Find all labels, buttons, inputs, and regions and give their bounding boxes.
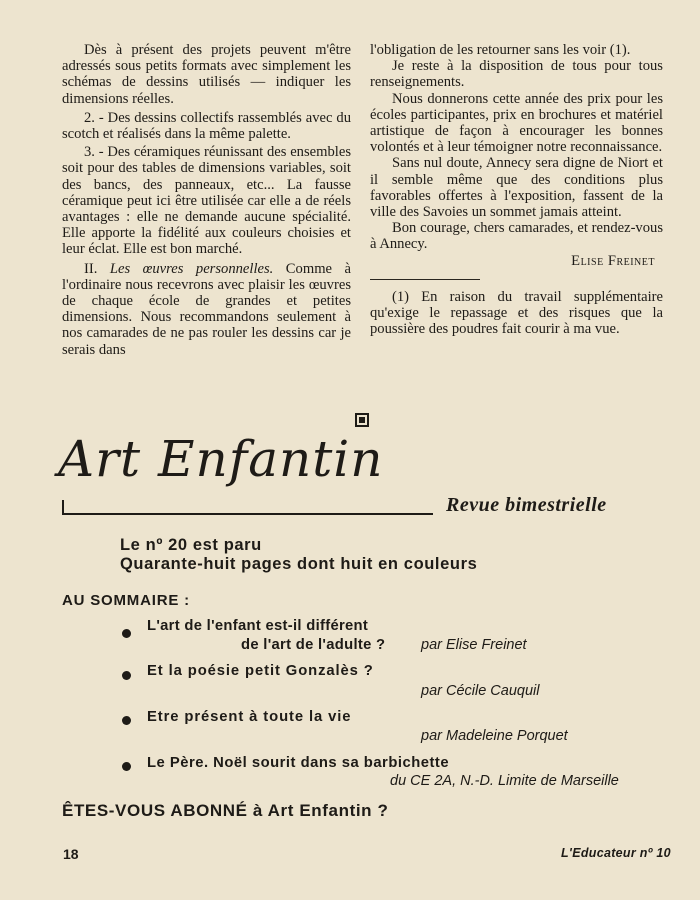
- issue-announcement: Le nº 20 est paru: [120, 536, 262, 554]
- footnote: (1) En raison du travail supplémentaire qu'exige le repassage et des risques que la poussière des poudres fait courir à ma vue.: [370, 288, 663, 338]
- paragraph: Dès à présent des projets peuvent m'être adressés sous petits formats avec simplement les schémas de dessins utilisés — indiquer les dimensions réelles.: [62, 42, 351, 107]
- footnote-rule: [370, 279, 480, 280]
- paragraph: Bon courage, chers camarades, et rendez-vous à Annecy.: [370, 220, 663, 253]
- journal-footer: L'Educateur nº 10: [561, 846, 671, 860]
- bullet-icon: [122, 716, 131, 725]
- list-item-title: Et la poésie petit Gonzalès ?: [147, 663, 374, 679]
- section-number: II.: [84, 260, 110, 277]
- list-item-title-cont: de l'art de l'adulte ?: [241, 637, 386, 653]
- bullet-icon: [122, 629, 131, 638]
- subscribe-prompt: ÊTES-VOUS ABONNÉ à Art Enfantin ?: [62, 801, 389, 820]
- paragraph: Sans nul doute, Annecy sera digne de Niort et il semble même que des conditions plus favorables offertes à l'exposition, fassent de la ville des Savoies un sommet jamais atteint.: [370, 155, 663, 221]
- list-item-title: Etre présent à toute la vie: [147, 709, 352, 725]
- section-title: Les œuvres personnelles.: [109, 260, 274, 277]
- paragraph: Je reste à la disposition de tous pour tous renseignements.: [370, 58, 663, 91]
- paragraph: 3. - Des céramiques réunissant des ensembles soit pour des tables de dimensions variables, soit des bancs, des panneaux, etc... La fausse céramique peut ici être utilisée car elle a de réels avantages : elle ne demande aucune spécialité. Elle apporte la fidélité aux couleurs choisies et leur éclat. Elle est bon marché.: [62, 144, 351, 258]
- list-item-author: par Cécile Cauquil: [421, 683, 540, 699]
- paragraph-text: Comme à l'ordinaire nous recevrons avec plaisir les œuvres de chaque école de grandes et petites dimensions. Nous recommandons seulement à nos camarades de ne pas rouler les dessins car je serais dans: [62, 260, 351, 358]
- list-item-title: L'art de l'enfant est-il différent: [147, 618, 369, 634]
- signature: Elise Freinet: [571, 252, 655, 269]
- art-enfantin-logo: Art Enfantin: [58, 430, 384, 488]
- left-column: [62, 42, 351, 358]
- paragraph: [62, 261, 351, 358]
- list-item-author: par Madeleine Porquet: [421, 728, 568, 744]
- page-number: 18: [63, 846, 79, 862]
- logo-rule: [63, 513, 433, 515]
- list-item-author: par Elise Freinet: [421, 637, 527, 653]
- issue-description: Quarante-huit pages dont huit en couleurs: [120, 555, 478, 573]
- paragraph: Nous donnerons cette année des prix pour les écoles participantes, prix en brochures et matériel artistique de façon à encourager les bonnes volontés et à leur témoigner notre reconnaissance.: [370, 90, 663, 156]
- right-column: [370, 42, 663, 337]
- section-divider-ornament: [355, 413, 369, 427]
- bullet-icon: [122, 671, 131, 680]
- list-item-title: Le Père. Noël sourit dans sa barbichette: [147, 755, 450, 771]
- paragraph: 2. - Des dessins collectifs rassemblés avec du scotch et réalisés dans la même palette.: [62, 109, 351, 143]
- paragraph: l'obligation de les retourner sans les voir (1).: [370, 42, 631, 58]
- sommaire-heading: AU SOMMAIRE :: [62, 592, 190, 609]
- list-item-author: du CE 2A, N.-D. Limite de Marseille: [390, 773, 619, 789]
- revue-subtitle: Revue bimestrielle: [446, 494, 607, 516]
- bullet-icon: [122, 762, 131, 771]
